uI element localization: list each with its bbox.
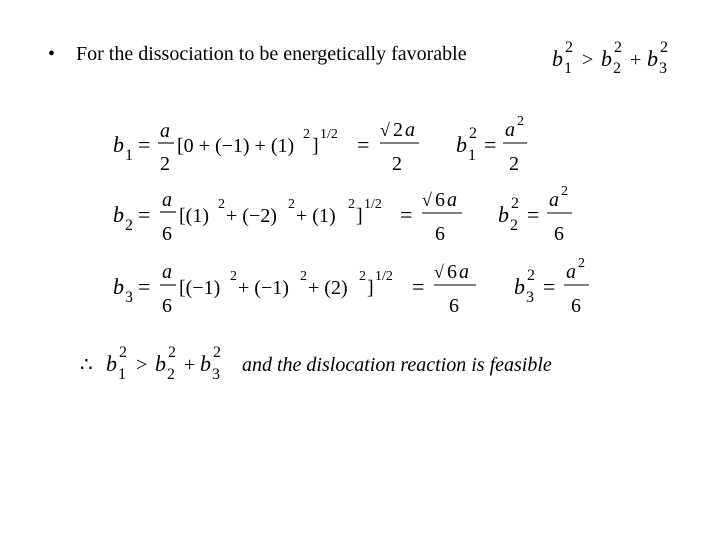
sqrt-symbol: √ [434, 262, 444, 282]
exponent-2: 2 [348, 197, 355, 212]
subscript-3: 3 [125, 289, 133, 306]
equals-sign: = [400, 202, 413, 227]
bracket-term-1: [(1) [179, 205, 209, 227]
exponent-2: 2 [168, 344, 176, 361]
coefficient-denominator: 6 [162, 295, 172, 317]
square-denominator: 2 [509, 153, 519, 175]
subscript-1: 1 [118, 366, 126, 383]
equals-sign: = [484, 132, 497, 157]
coefficient-denominator: 6 [162, 223, 172, 245]
exponent-2: 2 [561, 184, 568, 199]
result-denominator: 6 [449, 295, 459, 317]
power-one-half: 1/2 [320, 127, 338, 142]
bracket-sum: [0 + (−1) + (1) [177, 135, 295, 157]
bracket-term-1: [(−1) [179, 277, 221, 299]
b2-symbol: b [601, 46, 612, 71]
subscript-2: 2 [510, 217, 518, 234]
closing-bracket: ] [356, 205, 363, 227]
exponent-2: 2 [527, 267, 535, 284]
conclusion-text: and the dislocation reaction is feasible [242, 354, 552, 376]
b2-symbol: b [155, 351, 166, 376]
equals-sign: = [543, 274, 556, 299]
exponent-2: 2 [119, 344, 127, 361]
bullet-text: For the dissociation to be energetically favorable [76, 43, 467, 65]
coefficient-numerator: a [162, 189, 172, 211]
exponent-2: 2 [469, 125, 477, 142]
b3-symbol: b [200, 351, 211, 376]
subscript-3: 3 [659, 60, 667, 77]
exponent-2: 2 [578, 256, 585, 271]
subscript-3: 3 [526, 289, 534, 306]
result-denominator: 6 [435, 223, 445, 245]
b2-symbol: b [113, 202, 124, 227]
bracket-term-3: + (1) [296, 205, 336, 227]
exponent-2: 2 [660, 39, 668, 56]
subscript-2: 2 [125, 217, 133, 234]
closing-bracket: ] [312, 135, 319, 157]
coefficient-denominator: 2 [160, 153, 170, 175]
bracket-term-2: + (−1) [238, 277, 289, 299]
coefficient-numerator: a [162, 261, 172, 283]
exponent-2: 2 [288, 197, 295, 212]
subscript-2: 2 [167, 366, 175, 383]
exponent-2: 2 [213, 344, 221, 361]
result-radicand: 6 [447, 261, 457, 283]
square-denominator: 6 [554, 223, 564, 245]
subscript-3: 3 [212, 366, 220, 383]
subscript-1: 1 [564, 60, 572, 77]
bullet-icon: • [48, 43, 56, 65]
result-radicand: 6 [435, 189, 445, 211]
equals-sign: = [138, 274, 151, 299]
exponent-2: 2 [303, 127, 310, 142]
b1-symbol: b [113, 132, 124, 157]
exponent-2: 2 [359, 269, 366, 284]
greater-than: > [136, 354, 148, 376]
equals-sign: = [138, 132, 151, 157]
result-variable: a [405, 119, 415, 141]
result-variable: a [447, 189, 457, 211]
therefore-symbol: ∴ [80, 354, 93, 376]
sqrt-symbol: √ [380, 120, 390, 140]
square-denominator: 6 [571, 295, 581, 317]
equation-row-2 [113, 184, 572, 245]
square-numerator: a [505, 119, 515, 141]
result-variable: a [459, 261, 469, 283]
subscript-1: 1 [468, 147, 476, 164]
plus-sign: + [630, 49, 642, 71]
conclusion-line [80, 344, 552, 383]
result-denominator: 2 [392, 153, 402, 175]
power-one-half: 1/2 [364, 197, 382, 212]
equals-sign: = [412, 274, 425, 299]
header-condition [552, 39, 668, 77]
equals-sign: = [357, 132, 370, 157]
exponent-2: 2 [517, 114, 524, 129]
subscript-2: 2 [613, 60, 621, 77]
equation-row-1 [113, 114, 527, 175]
b3-symbol: b [647, 46, 658, 71]
exponent-2: 2 [565, 39, 573, 56]
sqrt-symbol: √ [422, 190, 432, 210]
square-numerator: a [566, 261, 576, 283]
b1-symbol: b [106, 351, 117, 376]
plus-sign: + [184, 354, 196, 376]
exponent-2: 2 [218, 197, 225, 212]
subscript-1: 1 [125, 147, 133, 164]
closing-bracket: ] [367, 277, 374, 299]
b1-symbol: b [456, 132, 467, 157]
equals-sign: = [138, 202, 151, 227]
exponent-2: 2 [614, 39, 622, 56]
bracket-term-2: + (−2) [226, 205, 277, 227]
coefficient-numerator: a [160, 120, 170, 142]
exponent-2: 2 [300, 269, 307, 284]
square-numerator: a [549, 189, 559, 211]
exponent-2: 2 [511, 195, 519, 212]
bracket-term-3: + (2) [308, 277, 348, 299]
equals-sign: = [527, 202, 540, 227]
result-radicand: 2 [393, 119, 403, 141]
b3-symbol: b [514, 274, 525, 299]
exponent-2: 2 [230, 269, 237, 284]
greater-than: > [582, 49, 594, 71]
power-one-half: 1/2 [375, 269, 393, 284]
b2-symbol: b [498, 202, 509, 227]
equation-row-3 [113, 256, 589, 317]
b1-symbol: b [552, 46, 563, 71]
b3-symbol: b [113, 274, 124, 299]
